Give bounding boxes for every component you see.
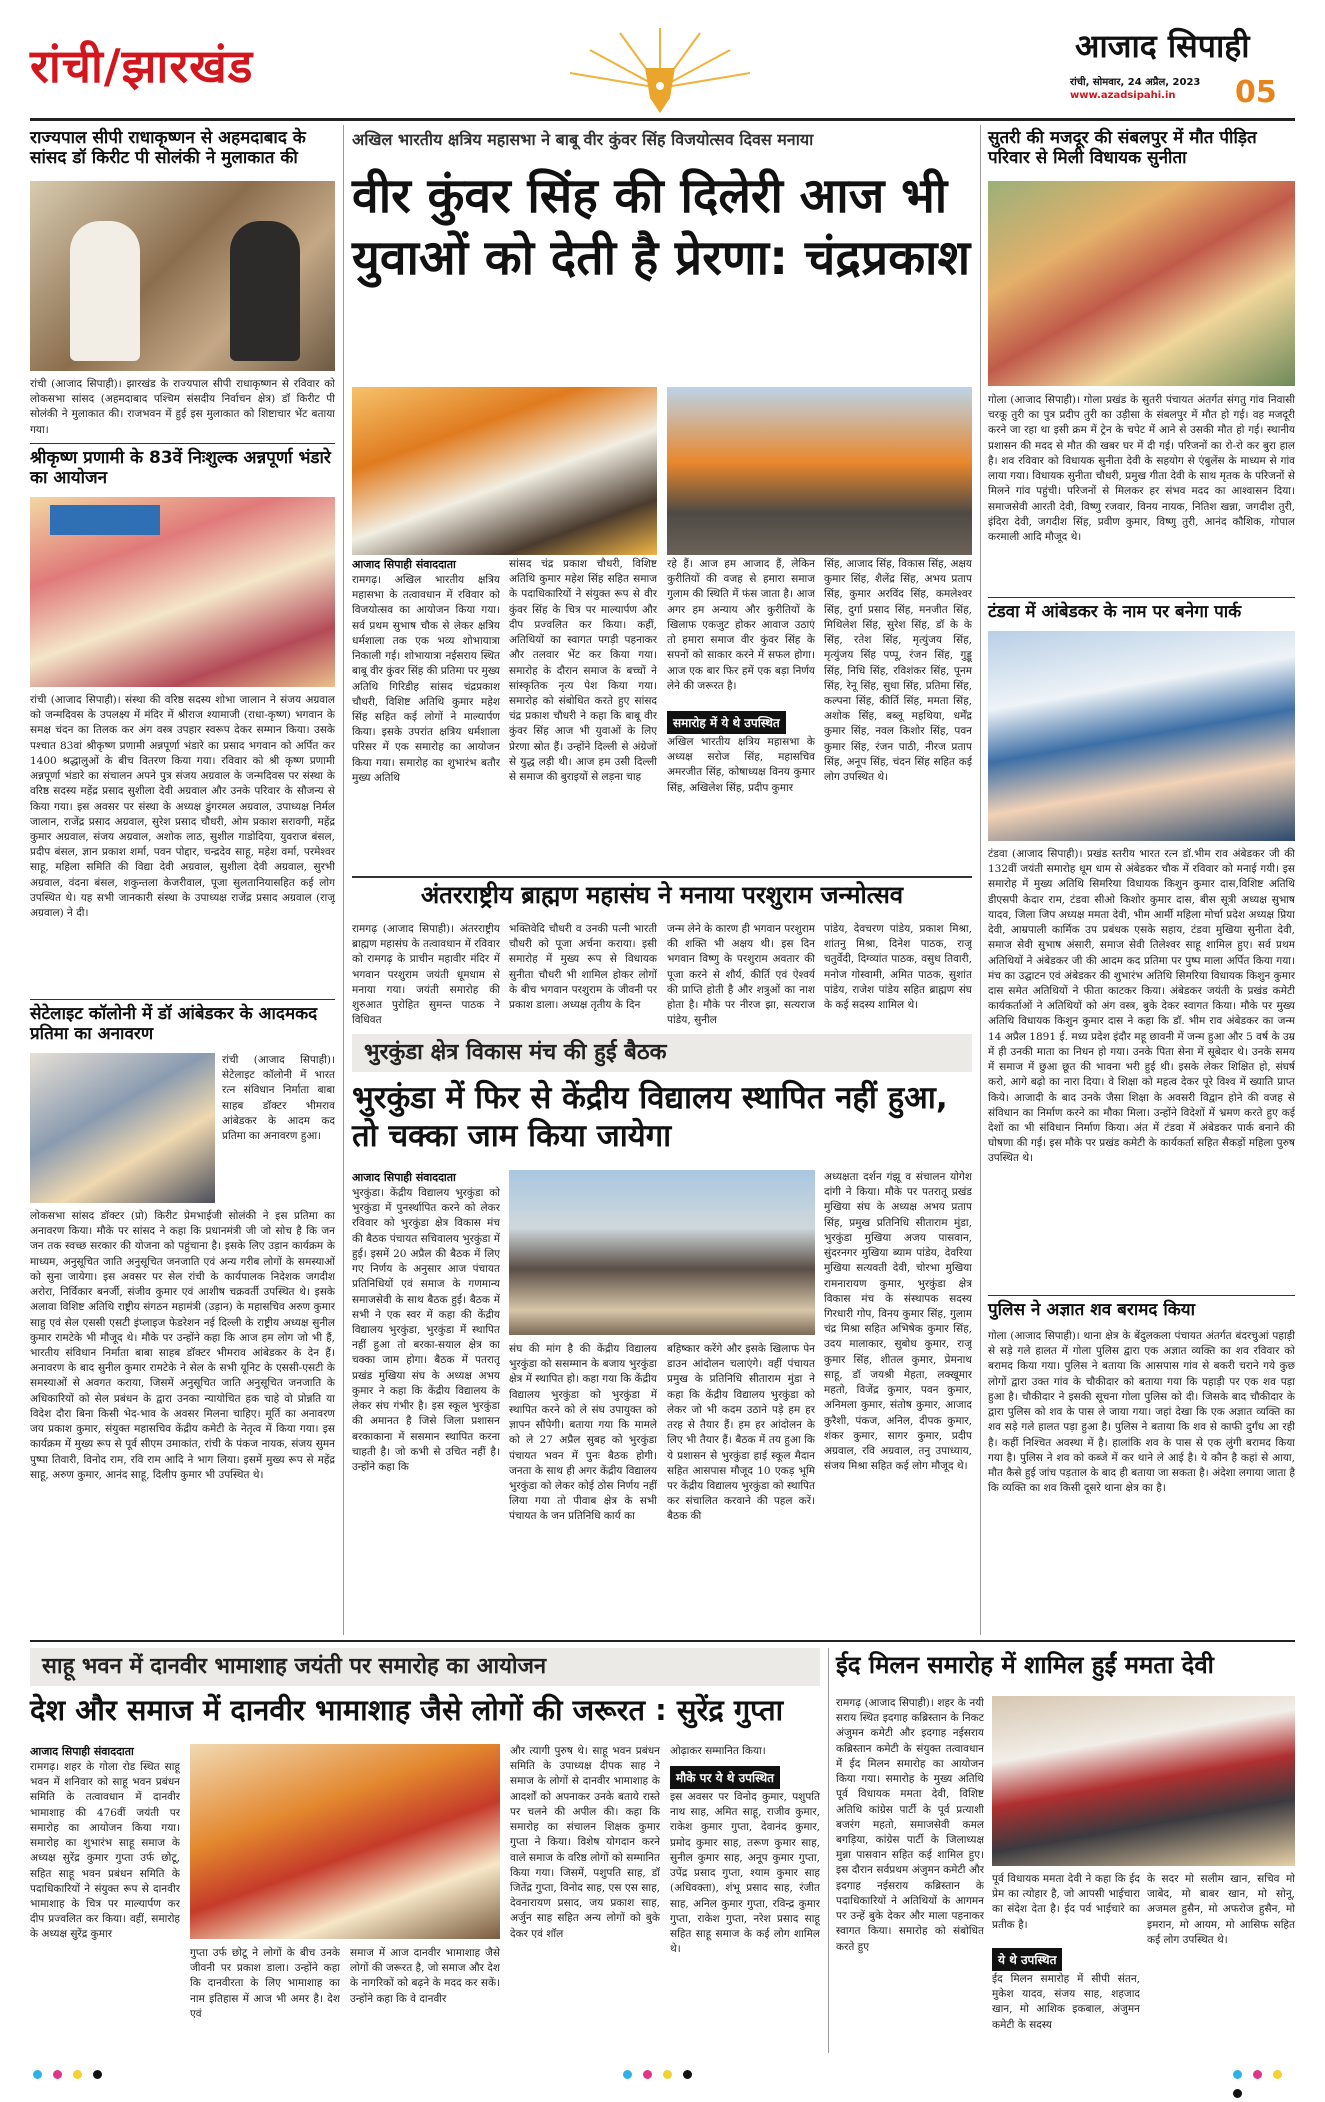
bhurkunda-body-1: भुरकुंडा। केंद्रीय विद्यालय भुरकुंडा को भुरकुंडा में पुनर्स्थापित करने को लेकर रविवार को भुरकुंडा क्षेत्र विकास मंच की बैठक पंचायत सचिवालय भुरकुंडा में हुई। इसमें 20 अप्रैल की बैठक में लिए गए निर्णय के अनुसार आज पंचायत प्रतिनिधियों एवं समाज के गणमान्य समाजसेवी के साथ बैठक हुई। बैठक में सभी ने एक स्वर में कहा की केंद्रीय विद्यालय भुरकुंडा, भुरकुंडा में स्थापित नहीं हुआ तो बरका-सयाल क्षेत्र का चक्का जाम होगा। बैठक में पतरातू प्रखंड मुखिया संघ के अध्यक्ष अभय कुमार ने कहा कि केंद्रीय विद्यालय के लेकर संघ गंभीर है। इस स्कूल भुरकुंडा की अमानत है जिसे जिला प्रशासन बरकाकाना में ससमान स्थापित करना चाहती है। जो कभी से उचित नहीं है। उन्होंने कहा कि [352, 1187, 500, 1473]
eid-present-label: ये थे उपस्थित [992, 1948, 1062, 1971]
magenta-dot [53, 2070, 62, 2079]
kunwar-kicker: अखिल भारतीय क्षत्रिय महासभा ने बाबू वीर कुंवर सिंह विजयोत्सव दिवस मनाया [352, 130, 814, 149]
kunwar-body-4: सिंह, आजाद सिंह, विकास सिंह, अक्षय कुमार सिंह, शैलेंद्र सिंह, अभय प्रताप सिंह, कुमार अरविंद सिंह, कमलेश्वर सिंह, दुर्गा प्रसाद सिंह, मनजीत सिंह, मिथिलेश सिंह, सुरेश सिंह, डॉ के के सिंह, रतेश सिंह, मृत्युंजय सिंह, मृत्युंजय सिंह पप्पू, रंजन सिंह, गुड्डू सिंह, निधि सिंह, रविशंकर सिंह, पूनम सिंह, रेनू सिंह, सुधा सिंह, प्रतिमा सिंह, कल्पना सिंह, कीर्ति सिंह, ममता सिंह, अशोक सिंह, बब्लू महथिया, धर्मेंद्र कुमार सिंह, नवल किशोर सिंह, पवन कुमार सिंह, रंजन पाठी, नीरज प्रताप सिंह, अनूप सिंह, चंदन सिंह सहित कई लोग उपस्थित थे। [824, 558, 972, 784]
kunwar-byline: आजाद सिपाही संवाददाता [352, 558, 456, 571]
black-dot [1233, 2089, 1242, 2098]
eid-body-3: के सदर मो सलीम खान, सचिव मो जाबेद, मो बाबर खान, मो सोनू, अजमल हुसैन, मो अफरोज हुसैन, मो इमरान, मो आयम, मो आसिफ सहित कई लोग उपस्थित थे। [1147, 1873, 1295, 1946]
divider [988, 1295, 1295, 1296]
eid-body-2b: ईद मिलन समारोह में सीपी संतन, मुकेश यादव, संजय साह, शहजाद खान, मो आशिक इकबाल, अंजुमन कमेटी के सदस्य [992, 1973, 1140, 2031]
right-column [988, 125, 1295, 1635]
sutri-headline: सुतरी की मजदूर की संबलपुर में मौत पीड़ित परिवार से मिली विधायक सुनीता [988, 128, 1257, 168]
eid-body-1: रामगढ़ (आजाद सिपाही)। शहर के नयी सराय स्थित इदगाह कब्रिस्तान के निकट अंजुमन कमेटी और इदगाह नईसराय कब्रिस्तान कमेटी के संयुक्त तत्वावधान में ईद मिलन समारोह का आयोजन किया गया। समारोह के मुख्य अतिथि पूर्व विधायक ममता देवी, विशिष्ट अतिथि कांग्रेस पार्टी के पूर्व प्रत्याशी बजरंग महतो, समाजसेवी कमल बगड़िया, कांग्रेस पार्टी के जिलाध्यक्ष मुन्ना पासवान सहित कई शामिल हुए। इस दौरान सर्वप्रथम अंजुमन कमेटी और इदगाह नईसराय कब्रिस्तान के पदाधिकारियों ने अतिथियों के आगमन पर उन्हें बुके देकर और माला पहनाकर स्वागत किया। समारोह को संबोधित करते हुए [836, 1697, 984, 1953]
person-figure [230, 221, 300, 361]
sahu-byline: आजाद सिपाही संवाददाता [30, 1745, 134, 1758]
satellite-photo [30, 1053, 215, 1203]
yellow-dot [663, 2070, 672, 2079]
divider [352, 876, 972, 878]
bhurkunda-body-3: बहिष्कार करेंगे और इसके खिलाफ पेन डाउन आंदोलन चलाएंगे। वहीं पंचायत प्रमुख के प्रतिनिधि सीताराम मुंडा ने कहा कि केंद्रीय विद्यालय भुरकुंडा को लेकर जो भी कदम उठाने पड़े हम हर तरह से तैयार हैं। हम हर आंदोलन के लिए भी तैयार हैं। बैठक में तय हुआ कि ये प्रशासन से भुरकुंडा हाई स्कूल मैदान सहित आसपास मौजूद 10 एकड़ भूमि पर केंद्रीय विद्यालय भुरकुंडा को स्थापित कर संचालित करवाने की पहल करें। बैठक की [667, 1343, 815, 1523]
bhurkunda-body-4: अध्यक्षता दर्शन गंझू व संचालन योगेश दांगी ने किया। मौके पर पतरातू प्रखंड मुखिया संघ के अध्यक्ष अभय प्रताप सिंह, प्रमुख प्रतिनिधि सीताराम मुंडा, भुरकुंडा मुखिया अजय पासवान, सुंदरनगर मुखिया ब्याम पांडेय, देवरिया मुखिया सत्यवती देवी, चोरभा मुखिया रामनारायण कुमार, भुरकुंडा क्षेत्र विकास मंच के संस्थापक सदस्य गिरधारी गोप, विनय कुमार सिंह, गुलाम चंद्र मिश्रा सहित अभिषेक कुमार सिंह, उदय मालाकार, सुबोध कुमार, राजू कुमार सिंह, शीतल कुमार, प्रेमनाथ साहू, डॉ जयश्री मेहता, लक्खूमार महतो, विजेंद्र कुमार, पवन कुमार, अनिमला कुमार, संतोष कुमार, आजाद कुरैशी, पंकज, अनिल, दीपक कुमार, शंकर कुमार, सागर कुमार, प्रदीप अग्रवाल, रवि अग्रवाल, तनु उपाध्याय, संजय मिश्रा सहित कई लोग मौजूद थे। [824, 1171, 972, 1473]
present-subhead [667, 711, 815, 734]
pranami-photo [30, 497, 335, 687]
divider [30, 1640, 1295, 1642]
governor-headline: राज्यपाल सीपी राधाकृष्णन से अहमदाबाद के सांसद डॉ किरीट पी सोलंकी ने मुलाकात की [30, 128, 306, 168]
dateline: रांची, सोमवार, 24 अप्रैल, 2023 [1070, 77, 1201, 88]
parshuram-story [352, 882, 972, 1030]
bhurkunda-kicker: भुरकुंडा क्षेत्र विकास मंच की हुई बैठक [352, 1034, 972, 1072]
cyan-dot [1233, 2070, 1242, 2079]
satellite-headline: सेटेलाइट कॉलोनी में डॉ आंबेडकर के आदमकद प्रतिमा का अनावरण [30, 1004, 318, 1044]
eid-photo [992, 1696, 1295, 1866]
sahu-headline: देश और समाज में दानवीर भामाशाह जैसे लोगों की जरूरत : सुरेंद्र गुप्ता [30, 1693, 784, 1727]
kunwar-photo-left [352, 387, 657, 555]
governor-photo [30, 181, 335, 371]
satellite-body-side: रांची (आजाद सिपाही)। सेटेलाइट कॉलोनी में भारत रत्न संविधान निर्माता बाबा साहब डॉक्टर भीमराव आंबेडकर के आदम कद प्रतिमा का अनावरण हुआ। [222, 1054, 335, 1143]
registration-dots-left [30, 2064, 105, 2083]
column-divider [828, 1648, 829, 2053]
parshuram-body-4: पांडेय, देवचरण पांडेय, प्रकाश मिश्रा, शांतनु मिश्रा, दिनेश पाठक, राजू चतुर्वेदी, दिग्व्यांत पाठक, वसुध तिवारी, मनोज गोस्वामी, अमित पाठक, सुशांत पांडेय, राजेश पांडेय सहित ब्राह्मण संघ के कई सदस्य शामिल थे। [824, 923, 972, 1012]
left-column [30, 125, 335, 1635]
police-body: गोला (आजाद सिपाही)। थाना क्षेत्र के बेंदुलकला पंचायत अंतर्गत बंदरचुआं पहाड़ी से सड़े गले हालत में गोला पुलिस द्वारा एक अज्ञात व्यक्ति का शव रविवार को बरामद किया गया। पुलिस ने बताया कि आसपास गांव से बकरी चराने गये कुछ लोगों द्वारा उक्त गांव के चौकीदार को बताया गया कि पहाड़ी पर एक शव पड़ा हुआ है। चौकीदार ने इसकी सूचना गोला पुलिस को दी। जिसके बाद चौकीदार के द्वारा पुलिस को शव के पास ले जाया गया। जहां देखा कि एक अज्ञात व्यक्ति का शव सड़े गले हालत पड़ा हुआ है। पुलिस ने बताया कि शव से काफी दुर्गंध आ रही है। कहीं निश्चित अवस्था में है। हालांकि शव के पास से एक लुंगी बरामद किया गया है। पुलिस ने शव को कब्जे में कर थाने ले आई है। ये कौन है कहां से आया, मौत कैसे हुई जांच पड़ताल के बाद ही बताया जा सकता है। अंदेशा लगाया जाता है कि व्यक्ति का शव किसी दूसरे थाना क्षेत्र का है। [988, 1330, 1295, 1495]
eid-story [836, 1648, 1295, 2053]
divider [30, 443, 335, 444]
tandwa-body: टंडवा (आजाद सिपाही)। प्रखंड स्तरीय भारत रत्न डॉ.भीम राव अंबेडकर जी की 132वीं जयंती समारोह धूम धाम से अंबेडकर चौक में रविवार को मनाई गयी। इस समारोह में मुख्य अतिथि सिमरिया विधायक किशुन कुमार दास,विशिष्ट अतिथि डीएसपी केदार राम, टंडवा सीओ किशोर कुमार दास, बीस सूत्री अध्यक्ष सुभाष यादव, जिला जिप अध्यक्ष ममता देवी, भीम आर्मी महिला मोर्चा प्रदेश अध्यक्ष प्रिया देवी, आम्रपाली कार्मिक उप प्रबंधक एसके सहाय, टंडवा मुखिया सुनीता देवी, समाज सेवी सुभाष अंसारी, समाज सेवी तिलेश्वर साहू शामिल हुए। सर्व प्रथम अतिथियों ने अंबेडकर जी की आदम कद प्रतिमा पर पुष्प माला अर्पित किया गया। मंच का उद्घाटन एवं अंबेडकर की शुभारंभ अतिथि सिमरिया विधायक किशुन कुमार दास समेत अतिथियों ने फीता काटकर किया। अंबेडकर जयंती के प्रखंड कमेटी कार्यकर्ताओं ने अतिथियों को अंग वस्त्र, बुके देकर स्वागत किया। मौके पर मुख्य अतिथि विधायक किशुन कुमार दास ने कहा कि डॉ. भीम राव अंबेडकर का जन्म 14 अप्रैल 1891 ई. मध्य प्रदेश इंदौर महू छावनी में जन्म हुआ और 5 वर्ष के उम्र में ही उनकी माता का निधन हो गया। उनके पिता सेना में सूबेदार थे। उनके समय में समाज में छुआ छूत की भावना भरी हुई थी। इसके लेकर शिक्षित हो, संघर्ष करो, आगे बढ़ो का नारा दिया। वे शिक्षा को महत्व देकर पूरे विश्व में ख्याति प्राप्त किये। आजादी के बाद उनके जैसा शिक्षा के अवसरी विद्वान होने की वजह से संविधान का निर्माण करने का मौका मिला। उन्होंने विदेशों में भ्रमण करते हुए कई देशों का भी संविधान निर्माण किया। अंत में टंडवा में अंबेडकर पार्क बनाने की घोषणा की गई। इस मौके पर प्रखंड कमेटी के कार्यकर्ता सहित सैकड़ों महिला पुरुष उपस्थित थे। [988, 848, 1295, 1165]
pranami-body: रांची (आजाद सिपाही)। संस्था की वरिष्ठ सदस्य शोभा जालान ने संजय अग्रवाल को जन्मदिवस के उपलक्ष्य में मंदिर में श्रीराज श्यामाजी (राधा-कृष्ण) भगवान के समक्ष चंदन का तिलक कर अंग वस्त्र उपहार स्वरूप देकर सम्मान किया। उसके पश्चात 83वां श्रीकृष्ण प्रणामी अन्नपूर्णा भंडारे का प्रसाद भगवान को अर्पित कर 1400 श्रद्धालुओं के बीच वितरण किया गया। रविवार को श्री कृष्ण प्रणामी अन्नपूर्णा भंडारे का संचालन अपने पुत्र संजय अग्रवाल के जन्मदिवस पर संस्था के वरिष्ठ सदस्य महेंद्र प्रसाद सुशीला देवी अग्रवाल और उनके परिवार के सौजन्य से किया गया। इस अवसर पर संस्था के अध्यक्ष डुंगरमल अग्रवाल, उपाध्यक्ष निर्मल जालान, राजेंद्र प्रसाद अग्रवाल, सुरेश प्रसाद चौधरी, ओम प्रकाश सरावगी, महेंद्र कुमार अग्रवाल, संजय अग्रवाल, अशोक लाठ, सुशील गाडोदिया, युवराज बंसल, प्रदीप बंसल, ज्ञान प्रकाश शर्मा, पवन पोद्दार, चन्द्रदेव साहू, महेश वर्मा, परमेश्वर साहू, महिला समिति की विद्या देवी अग्रवाल, सुशीला देवी अग्रवाल, सुरभी अग्रवाल, वंदना बंसल, शकुन्तला केजरीवाल, पूजा सुलतानियासहित कई लोग उपस्थित थे। यह सभी जानकारी संस्था के उपाध्यक्ष राजेंद्र प्रसाद अग्रवाल (राजू अग्रवाल) ने दी। [30, 694, 335, 920]
eid-headline: ईद मिलन समारोह में शामिल हुईं ममता देवी [836, 1651, 1214, 1679]
kunwar-headline: वीर कुंवर सिंह की दिलेरी आज भी युवाओं को देती है प्रेरणा: चंद्रप्रकाश [352, 168, 971, 287]
masthead-divider [30, 118, 1295, 121]
tandwa-headline: टंडवा में आंबेडकर के नाम पर बनेगा पार्क [988, 602, 1242, 622]
magenta-dot [1253, 2070, 1262, 2079]
governor-body: रांची (आजाद सिपाही)। झारखंड के राज्यपाल सीपी राधाकृष्णन से रविवार को लोकसभा सांसद (अहमदाबाद पश्चिम संसदीय निर्वाचन क्षेत्र) डॉ किरीट पी सोलंकी ने मुलाकात की। राजभवन में हुई इस मुलाकात को शिष्टाचार भेंट बताया गया। [30, 378, 335, 436]
kunwar-story [352, 125, 972, 875]
column-divider [343, 125, 344, 1635]
divider [30, 999, 335, 1000]
yellow-dot [1273, 2070, 1282, 2079]
page-number: 05 [1235, 75, 1277, 110]
pranami-headline: श्रीकृष्ण प्रणामी के 83वें निःशुल्क अन्नपूर्णा भंडारे का आयोजन [30, 448, 331, 488]
column-divider [980, 125, 981, 1635]
tandwa-photo [988, 631, 1295, 841]
sahu-present-label: मौके पर ये थे उपस्थित [670, 1766, 780, 1789]
bhurkunda-headline: भुरकुंडा में फिर से केंद्रीय विद्यालय स्थापित नहीं हुआ, तो चक्का जाम किया जायेगा [352, 1080, 948, 1154]
present-subhead-label: समारोह में ये थे उपस्थित [667, 711, 786, 734]
sahu-present-subhead [670, 1766, 820, 1789]
parshuram-headline: अंतरराष्ट्रीय ब्राह्मण महासंघ ने मनाया परशुराम जन्मोत्सव [420, 881, 904, 909]
color-registration-strip [30, 2062, 1295, 2078]
kunwar-body-1: रामगढ़। अखिल भारतीय क्षत्रिय महासभा के तत्वावधान में रविवार को विजयोत्सव का आयोजन किया गया। सर्व प्रथम सुभाष चौक से लेकर क्षत्रिय धर्मशाला तक एक भव्य शोभायात्रा निकाली गई। शोभायात्रा नईसराय स्थित बाबू वीर कुंवर सिंह की प्रतिमा पर मुख्य अतिथि गिरिडीह सांसद चंद्रप्रकाश चौधरी, विशिष्ट अतिथि कुमार महेश सिंह सहित कई लोगों ने माल्यार्पण किया। इसके उपरांत क्षत्रिय धर्मशाला परिसर में एक समारोह का आयोजन किया गया। समारोह का शुभारंभ बतौर मुख्य अतिथि [352, 574, 500, 784]
person-figure [70, 221, 140, 361]
sahu-body-1: रामगढ़। शहर के गोला रोड स्थित साहू भवन में शनिवार को साहू भवन प्रबंधन समिति के तत्वावधान में दानवीर भामाशाह की 476वीं जयंती पर समारोह का आयोजन किया गया। समारोह का शुभारंभ साहू समाज के अध्यक्ष सुरेंद्र कुमार गुप्ता उर्फ छोटू, सहित साहू भवन प्रबंधन समिति के पदाधिकारियों ने संयुक्त रूप से दानवीर भामाशाह के चित्र पर माल्यार्पण कर दीप प्रज्वलित कर किया। वहीं, समारोह के अध्यक्ष सुरेंद्र कुमार [30, 1761, 180, 1941]
eid-present-subhead [992, 1948, 1140, 1971]
sahu-body-5: इस अवसर पर विनोद कुमार, पशुपति नाथ साह, अमित साहू, राजीव कुमार, राकेश कुमार गुप्ता, देवानंद कुमार, प्रमोद कुमार साह, तरूण कुमार साह, सुनील कुमार साह, अनूप कुमार गुप्ता, उपेंद्र प्रसाद गुप्ता, श्याम कुमार साह (अधिवक्ता), शंभू प्रसाद साह, रंजीत साह, अनिल कुमार गुप्ता, रविन्द्र कुमार गुप्ता, राकेश गुप्ता, नरेश प्रसाद साहू सहित साहू समाज के कई लोग शामिल थे। [670, 1791, 820, 1956]
black-dot [93, 2070, 102, 2079]
photo-sign [50, 505, 160, 535]
sahu-story [30, 1648, 820, 2053]
registration-dots-center [620, 2064, 695, 2083]
cyan-dot [33, 2070, 42, 2079]
parshuram-body-1: रामगढ़ (आजाद सिपाही)। अंतरराष्ट्रीय ब्राह्मण महासंघ के तत्वावधान में रविवार को रामगढ़ के प्राचीन महावीर मंदिर में भगवान परशुराम जयंती धूमधाम से मनाया गया। जयंती समारोह की शुरुआत पुरोहित सुमन्त पाठक ने विधिवत [352, 923, 500, 1027]
section-title: रांची/झारखंड [30, 39, 254, 93]
sutri-photo [988, 181, 1295, 386]
cyan-dot [623, 2070, 632, 2079]
sahu-body-3: समाज में आज दानवीर भामाशाह जैसे लोगों की जरूरत है, जो समाज और देश के नागरिकों को बढ़ने के मदद कर सकें। उन्होंने कहा कि वे दानवीर [350, 1947, 500, 2005]
yellow-dot [73, 2070, 82, 2079]
black-dot [683, 2070, 692, 2079]
eid-body-2: पूर्व विधायक ममता देवी ने कहा कि ईद प्रेम का त्योहार है, जो आपसी भाईचारा का संदेश देता है। ईद पर्व भाईचारे का प्रतीक है। [992, 1873, 1140, 1931]
bhurkunda-body-2: संघ की मांग है की केंद्रीय विद्यालय भुरकुंडा को ससम्मान के बजाय भुरकुंडा क्षेत्र में स्थापित हो। कहा गया कि केंद्रीय विद्यालय भुरकुंडा को भुरकुंडा में स्थापित करने को ले संघ उपायुक्त को ज्ञापन सौंपेगी। बताया गया कि मामले को ले 27 अप्रैल सुबह को भुरकुंडा पंचायत भवन में पुनः बैठक होगी। जनता के साथ ही अगर केंद्रीय विद्यालय भुरकुंडा को लेकर कोई ठोस निर्णय नहीं लिया गया तो पीवाब क्षेत्र के सभी पंचायत के जन प्रतिनिधि कार्य का [509, 1343, 657, 1523]
satellite-body: लोकसभा सांसद डॉक्टर (प्रो) किरीट प्रेमभाईजी सोलंकी ने इस प्रतिमा का अनावरण किया। मौके पर सांसद ने कहा कि प्रधानमंत्री जी जो सोच है कि जन जन तक स्वच्छ सरकार की योजना को पहुंचाना है। इसके लिए उड़ान कार्यक्रम के माध्यम, अनुसूचित जाति अनुसूचित जनजाति एवं अन्य गरीब लोगों के समस्याओं को सुना जायेगा। इस अवसर पर सेल रांची के कार्यपालक निदेशक जगदीश अरोरा, निर्विकार बनर्जी, संजीव कुमार एवं आशीष चक्रवर्ती उपस्थित थे। इसके अलावा विशिष्ट अतिथि राष्ट्रीय संगठन महामंत्री (उड़ान) के महासचिव अरुण कुमार साहु एवं सेल एससी एसटी इंप्लाइज फेडरेशन नई दिल्ली के राष्ट्रीय अध्यक्ष सुनील कुमार रामटेके भी मौजूद थे। मौके पर उन्होंने कहा कि आज हम लोग जो भी हैं, भारतीय संविधान निर्माता बाबा साहब डॉक्टर भीमराव आंबेडकर के देन हैं। अनावरण के बाद सुनील कुमार रामटेके ने सेल के सभी यूनिट के एससी-एसटी के समस्याओं से अवगत कराया, जिसमें अनुसूचित जाति अनुसूचित जनजाति के अधिकारियों को सेल प्रबंधन के द्वारा उनका न्यायोचित हक चाहे वो प्रोन्नति या विदेश दौरा बिना किसी भेद-भाव के अवसर मिलना चाहिए। मूर्ति का अनावरण जय प्रकाश कुमार, संयुक्त महासचिव केंद्रीय कमेटी के नेतृत्व में किया गया। इस कार्यक्रम में मुख्य रूप से पूर्व सीएम उमाकांत, रांची के पंकज नायक, संजय सुमन पुष्पा तिवारी, विनोद राम, रवि राम आदि ने भाग लिया। इसमें मुख्य रूप से महेंद्र साहू, अरुण कुमार, आनंद साहू, दिलीप कुमार भी उपस्थित थे। [30, 1210, 335, 1481]
sutri-body: गोला (आजाद सिपाही)। गोला प्रखंड के सुतरी पंचायत अंतर्गत संगतु गांव निवासी चरकू तुरी का पुत्र प्रदीप तुरी का उड़ीसा के संबलपुर में मौत हो गई। वह मजदूरी करने जा रहा था इसी क्रम में ट्रेन के चपेट में आने से उसकी मौत हो गई। स्थानीय प्रशासन की मदद से मौत की खबर घर में दी गई। परिजनों का रो-रो कर बुरा हाल है। शव रविवार को विधायक सुनीता देवी के सहयोग से एंबुलेंस के माध्यम से गांव लाया गया। विधायक सुनीता चौधरी, प्रमुख गीता देवी के साथ मृतक के परिजनों से मिलने गांव पहुंची। परिजनों से मिलकर हर संभव मदद का आश्वासन दिया। समाजसेवी आरती देवी, विष्णु रजवार, विनय नायक, नितिश खन्ना, जगदीश तुरी, इंदिरा देवी, जगदीश सिंह, प्रवीण कुमार, विष्णु तुरी, आनंद कौशिक, गोपाल करमाली आदि मौजूद थे। [988, 394, 1295, 543]
pen-nib-icon [560, 28, 760, 118]
kunwar-body-3: रहे हैं। आज हम आजाद हैं, लेकिन कुरीतियों की वजह से हमारा समाज गुलाम की स्थिति में फंस जाता है। आज अगर हम अन्याय और कुरीतियों के खिलाफ एकजुट होकर आवाज उठाएं तो हमारा समाज वीर कुंवर सिंह के सपनों को साकार करने में सफल होगा। आज एक बार फिर हमें एक बड़ा निर्णय लेने की जरूरत है। [667, 558, 815, 692]
kunwar-body-3b: अखिल भारतीय क्षत्रिय महासभा के अध्यक्ष सरोज सिंह, महासचिव अमरजीत सिंह, कोषाध्यक्ष विनय कुमार सिंह, अखिलेश सिंह, प्रदीप कुमार [667, 736, 815, 794]
sahu-body-5a: ओढ़ाकर सम्मानित किया। [670, 1745, 766, 1757]
bhurkunda-byline: आजाद सिपाही संवाददाता [352, 1171, 456, 1184]
website: www.azadsipahi.in [1070, 90, 1176, 101]
sahu-body-4: और त्यागी पुरुष थे। साहू भवन प्रबंधन समिति के उपाध्यक्ष दीपक साह ने समाज के लोगों से दानवीर भामाशाह के आदर्शों को अपनाकर उनके बताये रास्ते पर चलने की अपील की। कहा कि समारोह का संचालन शिक्षक कुमार गुप्ता ने किया। विशेष योगदान करने वाले समाज के वरिष्ठ लोगों को सम्मानित किया गया। जिसमें, पशुपति साह, डॉ जितेंद्र गुप्ता, विनोद साह, एस एस साह, देवनारायण प्रसाद, जय प्रकाश साह, अर्जुन साह सहित अन्य लोगों को बुके देकर एवं शॉल [510, 1745, 660, 1940]
magenta-dot [643, 2070, 652, 2079]
paper-name: आजाद सिपाही [1075, 27, 1250, 65]
registration-dots-right [1230, 2064, 1295, 2102]
parshuram-body-2: भक्तिवेदि चौधरी व उनकी पत्नी भारती चौधरी को पूजा अर्चना कराया। इसी समारोह में मुख्य रूप से विधायक सुनीता चौधरी भी शामिल होकर लोगों के बीच भगवान परशुराम के जीवनी पर प्रकाश डाला। अध्यक्ष तृतीय के दिन [509, 923, 657, 1012]
bhurkunda-photo [509, 1170, 815, 1335]
kunwar-photo-right [667, 387, 972, 555]
nib-emblem [560, 28, 760, 118]
divider [988, 597, 1295, 598]
police-headline: पुलिस ने अज्ञात शव बरामद किया [988, 1300, 1196, 1320]
sahu-body-2: गुप्ता उर्फ छोटू ने लोगों के बीच उनके जीवनी पर प्रकाश डाला। उन्होंने कहा कि दानवीरता के लिए भामाशाह का नाम इतिहास में आज भी अमर है। देश एवं [190, 1947, 340, 2020]
sahu-photo [190, 1744, 500, 1939]
masthead [0, 0, 1325, 120]
kunwar-body-2: सांसद चंद्र प्रकाश चौधरी, विशिष्ट अतिथि कुमार महेश सिंह सहित समाज के पदाधिकारियों ने संयुक्त रूप से वीर कुंवर सिंह के चित्र पर माल्यार्पण और दीप प्रज्वलित कर किया। कहीं, अतिथियों का स्वागत पगड़ी पहनाकर और तलवार भेंट कर किया गया। समारोह के दौरान समाज के बच्चों ने सांस्कृतिक नृत्य पेश किया गया। समारोह को संबोधित करते हुए सांसद चंद्र प्रकाश चौधरी ने कहा कि बाबू वीर कुंवर सिंह आज भी युवाओं के लिए प्रेरणा स्रोत हैं। उन्होंने दिल्ली से अंग्रेजों से युद्ध लड़ी थी। आज हम उसी दिल्ली से समाज की बुराइयों से लड़ना चाह [509, 558, 657, 784]
bhurkunda-story [352, 1034, 972, 1634]
parshuram-body-3: जन्म लेने के कारण ही भगवान परशुराम की शक्ति भी अक्षय थी। इस दिन भगवान विष्णु के परशुराम अवतार की पूजा करने से शौर्य, कीर्ति एवं ऐश्वर्य की प्राप्ति होती है और शत्रुओं का नाश होता है। मौके पर नीरज झा, सत्यराज पांडेय, सुनील [667, 923, 815, 1027]
sahu-kicker: साहू भवन में दानवीर भामाशाह जयंती पर समारोह का आयोजन [30, 1648, 820, 1686]
